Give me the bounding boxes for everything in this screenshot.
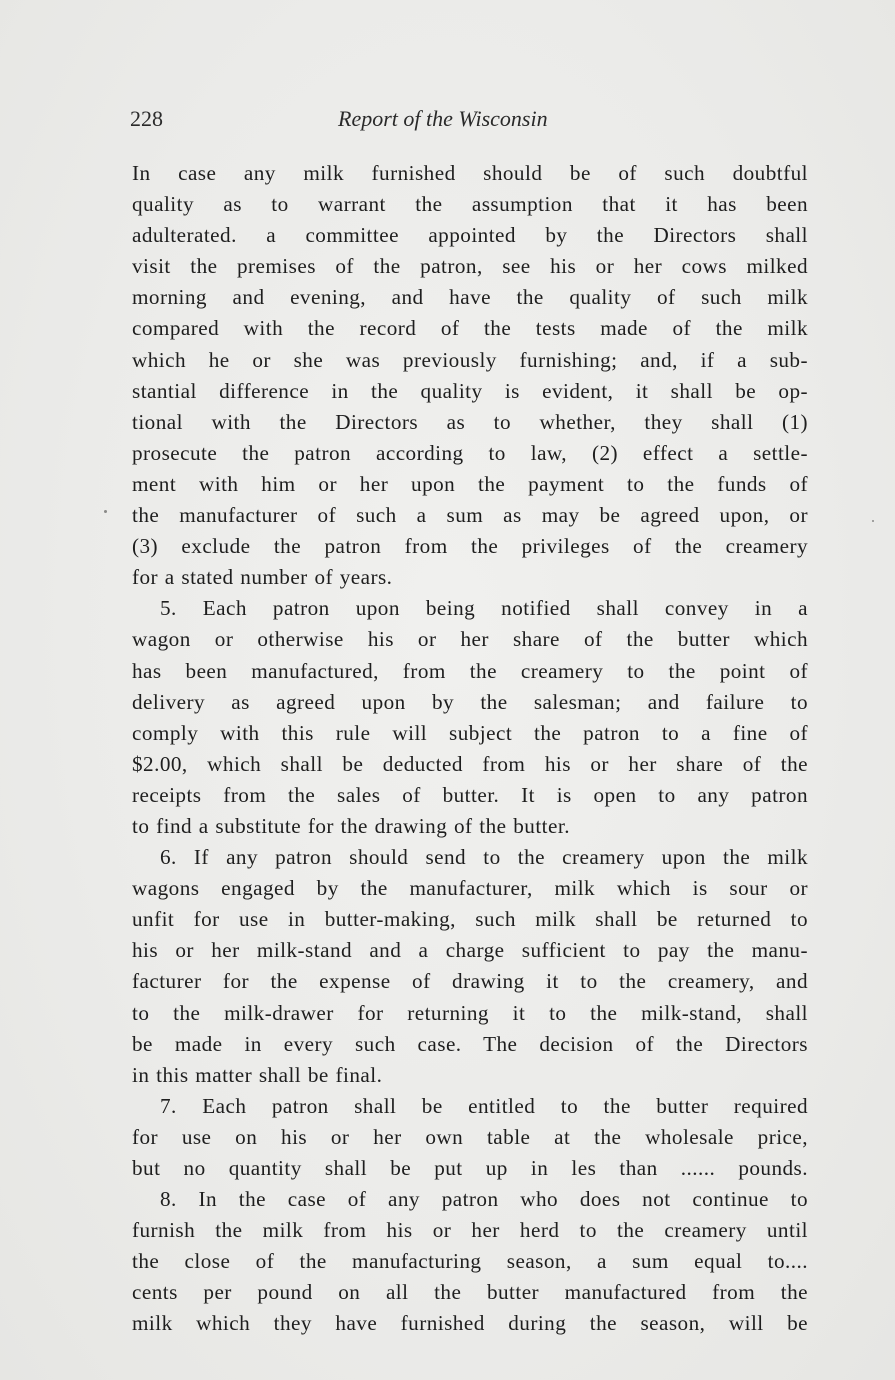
running-head bbox=[130, 106, 810, 134]
paper-speck bbox=[104, 510, 107, 513]
text-line: $2.00, which shall be deducted from his or her share of the bbox=[132, 751, 808, 776]
text-line: in this matter shall be final. bbox=[132, 1062, 383, 1087]
paragraph-rule-5 bbox=[132, 593, 808, 842]
paper-speck bbox=[872, 520, 874, 522]
text-line: which he or she was previously furnishing; and, if a sub- bbox=[132, 347, 808, 372]
text-line: wagons engaged by the manufacturer, milk which is sour or bbox=[132, 876, 808, 901]
text-line: 6. If any patron should send to the creamery upon the milk bbox=[160, 845, 808, 870]
text-line: cents per pound on all the butter manufactured from the bbox=[132, 1280, 808, 1305]
running-head-title: Report of the Wisconsin bbox=[338, 106, 548, 131]
text-line: comply with this rule will subject the patron to a fine of bbox=[132, 720, 808, 745]
text-line: the close of the manufacturing season, a sum equal to.... bbox=[132, 1249, 808, 1274]
text-line: to the milk-drawer for returning it to the milk-stand, shall bbox=[132, 1000, 808, 1025]
page-number: 228 bbox=[130, 106, 163, 131]
text-line: has been manufactured, from the creamery to the point of bbox=[132, 658, 808, 683]
text-line: 5. Each patron upon being notified shall convey in a bbox=[160, 596, 808, 621]
text-line: furnish the milk from his or her herd to the creamery until bbox=[132, 1218, 808, 1243]
text-line: In case any milk furnished should be of such doubtful bbox=[132, 161, 808, 185]
text-line: 7. Each patron shall be entitled to the butter required bbox=[160, 1093, 808, 1118]
paragraph-adulteration bbox=[132, 158, 808, 593]
body-text bbox=[132, 158, 808, 1340]
paragraph-rule-8 bbox=[132, 1184, 808, 1339]
text-line: morning and evening, and have the quality of such milk bbox=[132, 285, 808, 310]
text-line: adulterated. a committee appointed by the Directors shall bbox=[132, 223, 808, 248]
text-line: 8. In the case of any patron who does not continue to bbox=[160, 1187, 808, 1212]
text-line: compared with the record of the tests made of the milk bbox=[132, 316, 808, 341]
text-line: the manufacturer of such a sum as may be agreed upon, or bbox=[132, 503, 808, 528]
text-line: stantial difference in the quality is evident, it shall be op- bbox=[132, 378, 808, 403]
text-line: delivery as agreed upon by the salesman; and failure to bbox=[132, 689, 808, 714]
text-line: facturer for the expense of drawing it to the creamery, and bbox=[132, 969, 808, 994]
text-line: be made in every such case. The decision of the Directors bbox=[132, 1031, 808, 1056]
paragraph-rule-7 bbox=[132, 1091, 808, 1184]
text-line: quality as to warrant the assumption that it has been bbox=[132, 192, 808, 217]
paragraph-rule-6 bbox=[132, 842, 808, 1091]
text-line: milk which they have furnished during the season, will be bbox=[132, 1311, 808, 1336]
text-line: wagon or otherwise his or her share of the butter which bbox=[132, 627, 808, 652]
text-line: visit the premises of the patron, see his or her cows milked bbox=[132, 254, 808, 279]
text-line: for use on his or her own table at the wholesale price, bbox=[132, 1124, 808, 1149]
text-line: unfit for use in butter-making, such milk shall be returned to bbox=[132, 907, 808, 932]
text-line: to find a substitute for the drawing of the butter. bbox=[132, 813, 570, 838]
text-line: receipts from the sales of butter. It is open to any patron bbox=[132, 782, 808, 807]
text-line: prosecute the patron according to law, (2) effect a settle- bbox=[132, 440, 808, 465]
text-line: but no quantity shall be put up in les than ...... pounds. bbox=[132, 1156, 808, 1180]
text-line: (3) exclude the patron from the privileges of the creamery bbox=[132, 534, 808, 559]
text-line: for a stated number of years. bbox=[132, 565, 393, 590]
text-line: his or her milk-stand and a charge sufficient to pay the manu- bbox=[132, 938, 808, 963]
text-line: tional with the Directors as to whether, they shall (1) bbox=[132, 409, 808, 434]
text-line: ment with him or her upon the payment to the funds of bbox=[132, 471, 808, 496]
